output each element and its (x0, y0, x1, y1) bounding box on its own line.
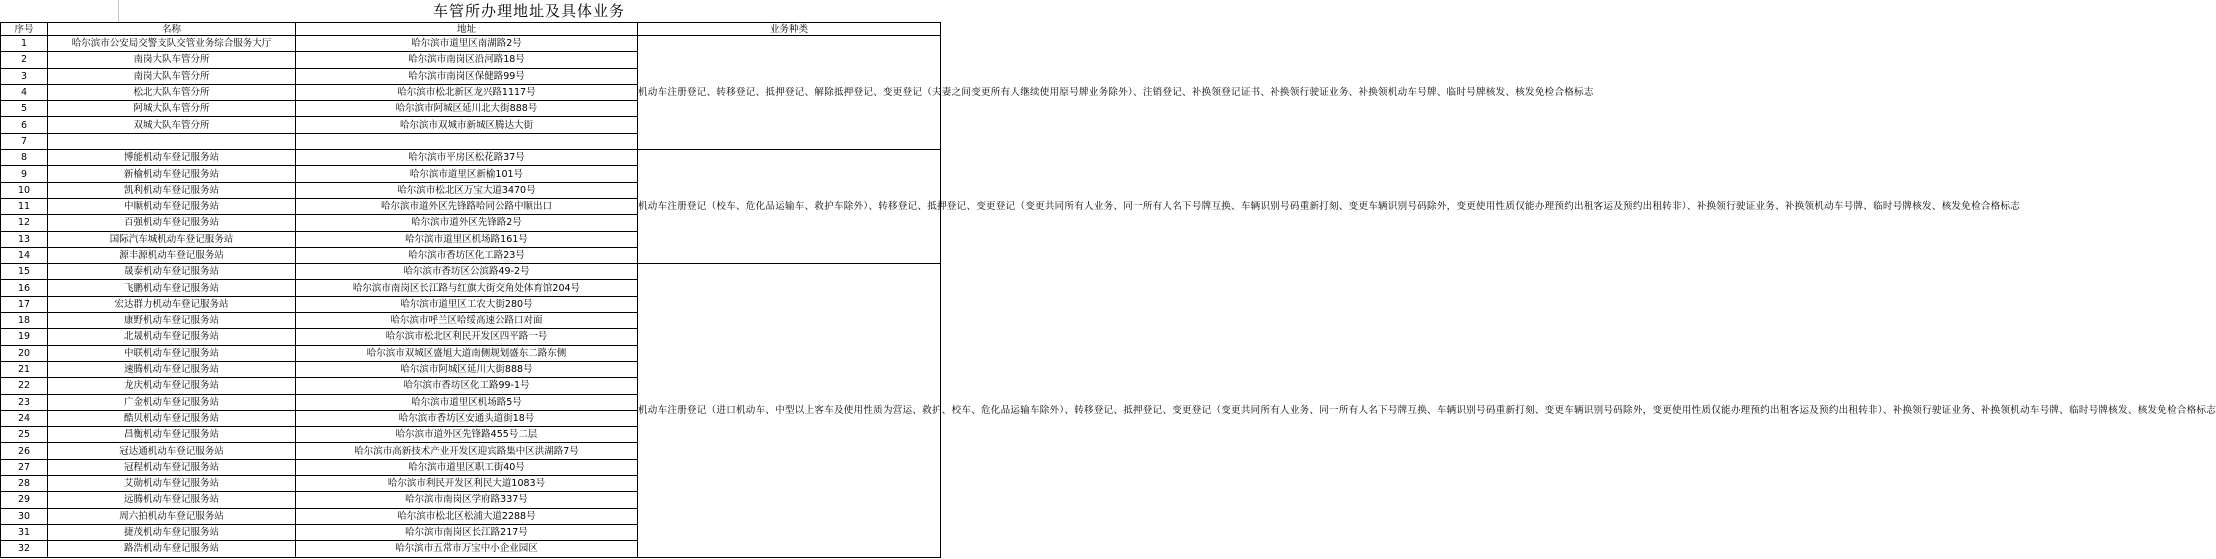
cell-seq[interactable]: 32 (1, 541, 48, 557)
cell-address[interactable]: 哈尔滨市南岗区沿河路18号 (296, 52, 638, 68)
cell-name[interactable]: 昌衡机动车登记服务站 (48, 427, 296, 443)
cell-seq[interactable]: 19 (1, 329, 48, 345)
cell-seq[interactable]: 5 (1, 101, 48, 117)
data-table (0, 22, 2216, 558)
cell-address[interactable]: 哈尔滨市平房区松花路37号 (296, 150, 638, 166)
cell-seq[interactable]: 28 (1, 476, 48, 492)
cell-seq[interactable]: 6 (1, 117, 48, 133)
cell-address[interactable]: 哈尔滨市香坊区安通头道街18号 (296, 410, 638, 426)
cell-address[interactable] (296, 133, 638, 149)
cell-address[interactable]: 哈尔滨市南岗区长江路与红旗大街交角处体育馆204号 (296, 280, 638, 296)
table-row (1, 264, 941, 280)
cell-name[interactable]: 周六拍机动车登记服务站 (48, 508, 296, 524)
cell-name[interactable]: 速腾机动车登记服务站 (48, 361, 296, 377)
cell-seq[interactable]: 20 (1, 345, 48, 361)
cell-seq[interactable]: 9 (1, 166, 48, 182)
cell-name[interactable]: 飞鹏机动车登记服务站 (48, 280, 296, 296)
cell-business-group[interactable]: 机动车注册登记（进口机动车、中型以上客车及使用性质为营运、救护、校车、危化品运输车除外）、转移登记、抵押登记、变更登记（变更共同所有人业务、同一所有人名下号牌互换、车辆识别号码重新打刻、变更车辆识别号码除外，变更使用性质仅能办理预约出租客运及预约出租转非）、补换领行驶证业务、补换领机动车号牌、临时号牌核发、核发免检合格标志 (638, 264, 941, 557)
cell-address[interactable]: 哈尔滨市松北区松浦大道2288号 (296, 508, 638, 524)
cell-seq[interactable]: 4 (1, 84, 48, 100)
cell-seq[interactable]: 3 (1, 68, 48, 84)
cell-address[interactable]: 哈尔滨市五常市万宝中小企业园区 (296, 541, 638, 557)
cell-name[interactable]: 双城大队车管分所 (48, 117, 296, 133)
cell-seq[interactable]: 25 (1, 427, 48, 443)
cell-seq[interactable]: 26 (1, 443, 48, 459)
cell-name[interactable]: 晟泰机动车登记服务站 (48, 264, 296, 280)
header-address[interactable]: 地址 (296, 23, 638, 36)
cell-name[interactable]: 南岗大队车管分所 (48, 52, 296, 68)
cell-name[interactable]: 酷贝机动车登记服务站 (48, 410, 296, 426)
cell-address[interactable]: 哈尔滨市香坊区公滨路49-2号 (296, 264, 638, 280)
cell-name[interactable]: 远腾机动车登记服务站 (48, 492, 296, 508)
cell-name[interactable]: 新榆机动车登记服务站 (48, 166, 296, 182)
cell-address[interactable]: 哈尔滨市道外区先锋路2号 (296, 215, 638, 231)
cell-seq[interactable]: 18 (1, 313, 48, 329)
cell-seq[interactable]: 27 (1, 459, 48, 475)
cell-address[interactable]: 哈尔滨市松北区万宝大道3470号 (296, 182, 638, 198)
cell-name[interactable]: 哈尔滨市公安局交警支队交管业务综合服务大厅 (48, 36, 296, 52)
cell-business-group[interactable]: 机动车注册登记（校车、危化品运输车、救护车除外）、转移登记、抵押登记、变更登记（变更共同所有人业务、同一所有人名下号牌互换、车辆识别号码重新打刻、变更车辆识别号码除外，变更使用性质仅能办理预约出租客运及预约出租转非）、补换领行驶证业务、补换领机动车号牌、临时号牌核发、核发免检合格标志 (638, 150, 941, 264)
table-row (1, 150, 941, 166)
cell-address[interactable]: 哈尔滨市南岗区保健路99号 (296, 68, 638, 84)
cell-address[interactable]: 哈尔滨市阿城区延川大街888号 (296, 361, 638, 377)
cell-name[interactable]: 康野机动车登记服务站 (48, 313, 296, 329)
cell-seq[interactable]: 29 (1, 492, 48, 508)
cell-address[interactable]: 哈尔滨市南岗区学府路337号 (296, 492, 638, 508)
header-name[interactable]: 名称 (48, 23, 296, 36)
table-row (1, 36, 941, 52)
cell-seq[interactable]: 1 (1, 36, 48, 52)
cell-address[interactable]: 哈尔滨市南岗区长江路217号 (296, 524, 638, 540)
cell-name[interactable]: 凯利机动车登记服务站 (48, 182, 296, 198)
cell-address[interactable]: 哈尔滨市道里区机场路161号 (296, 231, 638, 247)
cell-name[interactable]: 冠达通机动车登记服务站 (48, 443, 296, 459)
cell-name[interactable]: 博能机动车登记服务站 (48, 150, 296, 166)
sheet-title: 车管所办理地址及具体业务 (432, 2, 625, 20)
cell-address[interactable]: 哈尔滨市道里区新榆101号 (296, 166, 638, 182)
cell-address[interactable]: 哈尔滨市道里区机场路5号 (296, 394, 638, 410)
cell-seq[interactable]: 24 (1, 410, 48, 426)
cell-seq[interactable]: 17 (1, 296, 48, 312)
cell-address[interactable]: 哈尔滨市阿城区延川北大街888号 (296, 101, 638, 117)
cell-address[interactable]: 哈尔滨市香坊区化工路99-1号 (296, 378, 638, 394)
cell-seq[interactable]: 31 (1, 524, 48, 540)
cell-seq[interactable]: 2 (1, 52, 48, 68)
cell-address[interactable]: 哈尔滨市香坊区化工路23号 (296, 247, 638, 263)
cell-address[interactable]: 哈尔滨市松北新区龙兴路1117号 (296, 84, 638, 100)
cell-address[interactable]: 哈尔滨市道里区工农大街280号 (296, 296, 638, 312)
cell-address[interactable]: 哈尔滨市道里区职工街40号 (296, 459, 638, 475)
cell-seq[interactable]: 30 (1, 508, 48, 524)
cell-address[interactable]: 哈尔滨市双城市新城区腾达大街 (296, 117, 638, 133)
cell-name[interactable]: 艾勋机动车登记服务站 (48, 476, 296, 492)
cell-seq[interactable]: 16 (1, 280, 48, 296)
cell-name[interactable]: 冠程机动车登记服务站 (48, 459, 296, 475)
cell-name[interactable]: 广金机动车登记服务站 (48, 394, 296, 410)
cell-seq[interactable]: 10 (1, 182, 48, 198)
cell-address[interactable]: 哈尔滨市呼兰区哈绥高速公路口对面 (296, 313, 638, 329)
cell-name[interactable] (48, 133, 296, 149)
cell-address[interactable]: 哈尔滨市道里区南湖路2号 (296, 36, 638, 52)
cell-name[interactable]: 路浩机动车登记服务站 (48, 541, 296, 557)
cell-address[interactable]: 哈尔滨市道外区先锋路455号二层 (296, 427, 638, 443)
title-row (0, 0, 940, 22)
cell-name[interactable]: 国际汽车城机动车登记服务站 (48, 231, 296, 247)
cell-name[interactable]: 南岗大队车管分所 (48, 68, 296, 84)
cell-address[interactable]: 哈尔滨市松北区利民开发区四平路一号 (296, 329, 638, 345)
cell-name[interactable]: 阿城大队车管分所 (48, 101, 296, 117)
cell-name[interactable]: 松北大队车管分所 (48, 84, 296, 100)
cell-name[interactable]: 源丰源机动车登记服务站 (48, 247, 296, 263)
cell-name[interactable]: 龙庆机动车登记服务站 (48, 378, 296, 394)
cell-seq[interactable]: 23 (1, 394, 48, 410)
cell-seq[interactable]: 11 (1, 198, 48, 214)
cell-seq[interactable]: 14 (1, 247, 48, 263)
cell-seq[interactable]: 15 (1, 264, 48, 280)
cell-address[interactable]: 哈尔滨市利民开发区利民大道1083号 (296, 476, 638, 492)
cell-name[interactable]: 捷茂机动车登记服务站 (48, 524, 296, 540)
cell-name[interactable]: 宏达群力机动车登记服务站 (48, 296, 296, 312)
table-body (1, 36, 2216, 558)
cell-seq[interactable]: 13 (1, 231, 48, 247)
cell-address[interactable]: 哈尔滨市高新技术产业开发区迎宾路集中区洪湖路7号 (296, 443, 638, 459)
title-blank-cell[interactable] (0, 0, 119, 22)
header-business[interactable]: 业务种类 (638, 23, 941, 36)
cell-business-group[interactable]: 机动车注册登记、转移登记、抵押登记、解除抵押登记、变更登记（夫妻之间变更所有人继续使用原号牌业务除外）、注销登记、补换领登记证书、补换领行驶证业务、补换领机动车号牌、临时号牌核发、核发免检合格标志 (638, 36, 941, 150)
cell-name[interactable]: 北晟机动车登记服务站 (48, 329, 296, 345)
cell-name[interactable]: 中联机动车登记服务站 (48, 345, 296, 361)
cell-address[interactable]: 哈尔滨市道外区先锋路哈同公路中顺出口 (296, 198, 638, 214)
header-row (1, 23, 941, 36)
cell-seq[interactable]: 7 (1, 133, 48, 149)
cell-name[interactable]: 中顺机动车登记服务站 (48, 198, 296, 214)
cell-name[interactable]: 百强机动车登记服务站 (48, 215, 296, 231)
cell-seq[interactable]: 8 (1, 150, 48, 166)
cell-seq[interactable]: 21 (1, 361, 48, 377)
cell-seq[interactable]: 12 (1, 215, 48, 231)
cell-address[interactable]: 哈尔滨市双城区盛旭大道南侧规划盛东二路东侧 (296, 345, 638, 361)
header-seq[interactable]: 序号 (1, 23, 48, 36)
cell-seq[interactable]: 22 (1, 378, 48, 394)
